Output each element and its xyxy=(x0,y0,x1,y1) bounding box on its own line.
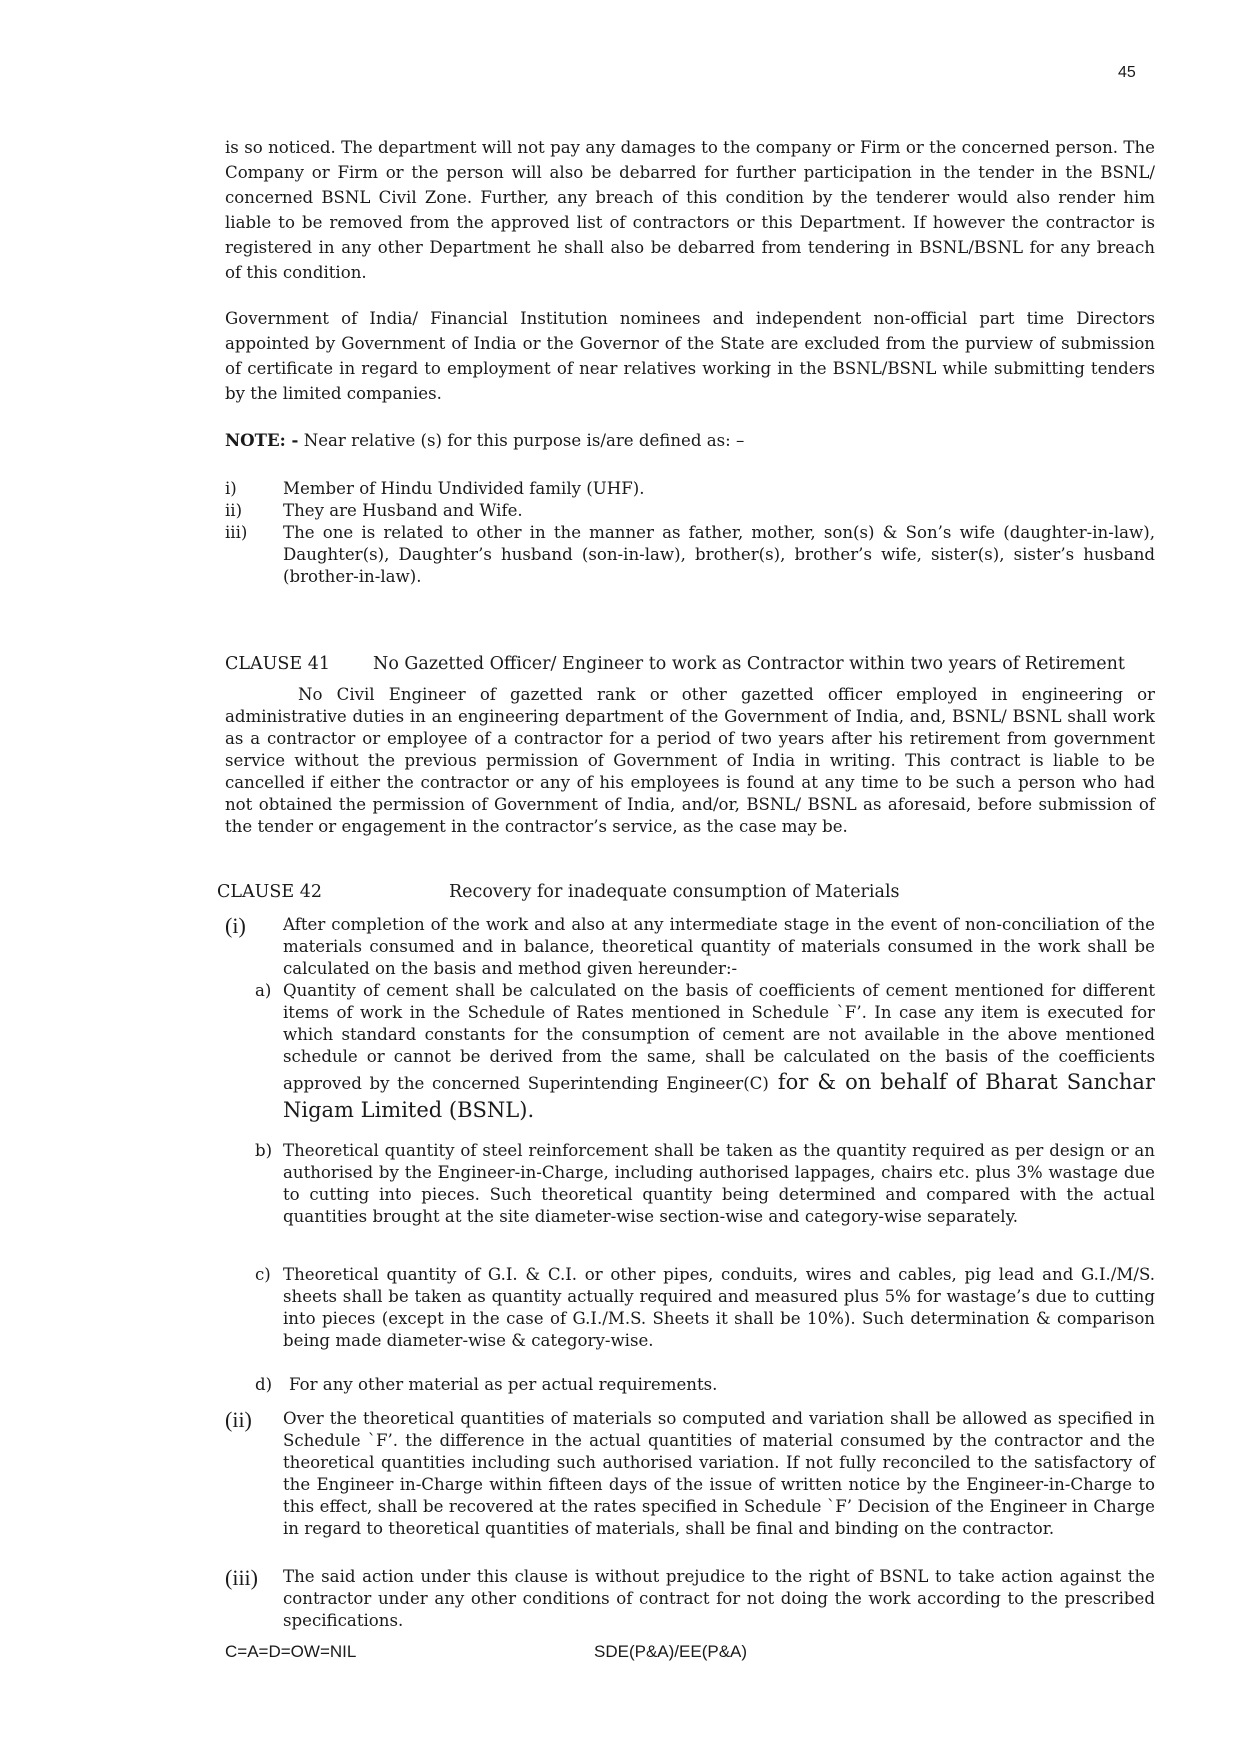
item-ii-text: Over the theoretical quantities of materials so computed and variation shall be allowed as specified in Schedule `F’. the difference in the actual quantities of material consumed by the contractor and the theoretical quantities including such authorised variation. If not fully reconciled to the satisfactory of the Engineer in-Charge within fifteen days of the issue of written notice by the Engineer-in-Charge to this effect, shall be recovered at the rates specified in Schedule `F’ Decision of the Engineer in Charge in regard to theoretical quantities of materials, shall be final and binding on the contractor. xyxy=(283,1409,1155,1538)
clause-42-heading xyxy=(217,880,900,904)
item-i-text: After completion of the work and also at any intermediate stage in the event of non-conciliation of the materials consumed and in balance, theoretical quantity of materials consumed in the work shall be calculated on the basis and method given hereunder:- xyxy=(283,915,1155,978)
intro-paragraph-2: Government of India/ Financial Institution nominees and independent non-official part time Directors appointed by Government of India or the Governor of the State are excluded from the purview of submission of certificate in regard to employment of near relatives working in the BSNL/BSNL while submitting tenders by the limited companies. xyxy=(225,309,1155,403)
item-i-marker: (i) xyxy=(225,913,246,938)
item-iii-text: The said action under this clause is without prejudice to the right of BSNL to take action against the contractor under any other conditions of contract for not doing the work according to the prescribed specifications. xyxy=(283,1567,1155,1630)
subitem-b-text: Theoretical quantity of steel reinforcement shall be taken as the quantity required as per design or an authorised by the Engineer-in-Charge, including authorised lappages, chairs etc. plus 3% wastage due to cutting into pieces. Such theoretical quantity being determined and compared with the actual quantities brought at the site diameter-wise section-wise and category-wise separately. xyxy=(283,1141,1155,1226)
list-marker: ii) xyxy=(225,501,243,520)
subitem-c-marker: c) xyxy=(255,1265,271,1284)
clause-41-title: No Gazetted Officer/ Engineer to work as Contractor within two years of Retirement xyxy=(373,654,1125,674)
subitem-c-text: Theoretical quantity of G.I. & C.I. or other pipes, conduits, wires and cables, pig lead and G.I./M/S. sheets shall be taken as quantity actually required and measured plus 5% for wastage’s due to cutting into pieces (except in the case of G.I./M.S. Sheets it shall be 10%). Such determination & comparison being made diameter-wise & category-wise. xyxy=(283,1265,1155,1350)
list-marker: iii) xyxy=(225,523,248,542)
clause-42-number: CLAUSE 42 xyxy=(217,882,322,902)
clause-41-heading xyxy=(225,652,1125,676)
clause-41-body: No Civil Engineer of gazetted rank or other gazetted officer employed in engineering or administrative duties in an engineering department of the Government of India, and, BSNL/ BSNL shall work as a contractor or employee of a contractor for a period of two years after his retirement from government service without the previous permission of Government of India in writing. This contract is liable to be cancelled if either the contractor or any of his employees is found at any time to be such a person who had not obtained the permission of Government of India, and/or, BSNL/ BSNL as aforesaid, before submission of the tender or engagement in the contractor’s service, as the case may be. xyxy=(225,685,1155,836)
subitem-a-body: Quantity of cement shall be calculated on the basis of coefficients of cement mentioned for different items of work in the Schedule of Rates mentioned in Schedule `F’. In case any item is executed for which standard constants for the consumption of cement are not available in the above mentioned schedule or cannot be derived from the same, shall be calculated on the basis of the coefficients approved by the concerned Superintending Engineer(C) xyxy=(283,981,1155,1093)
item-ii-marker: (ii) xyxy=(225,1407,252,1432)
subitem-a-marker: a) xyxy=(255,981,272,1000)
clause-41-number: CLAUSE 41 xyxy=(225,654,330,674)
list-marker: i) xyxy=(225,479,237,498)
subitem-d-text: For any other material as per actual requirements. xyxy=(289,1375,718,1394)
relatives-list xyxy=(225,478,1155,588)
list-item xyxy=(225,500,1155,522)
subitem-d-marker: d) xyxy=(255,1375,273,1394)
footer-center: SDE(P&A)/EE(P&A) xyxy=(594,1642,748,1661)
item-iii-marker: (iii) xyxy=(225,1565,258,1590)
clause-42-title: Recovery for inadequate consumption of Materials xyxy=(449,882,900,902)
subitem-a-body-large: for & on behalf of Bharat Sanchar Nigam Limited (BSNL). xyxy=(283,1070,1155,1122)
list-text: The one is related to other in the manner as father, mother, son(s) & Son’s wife (daughter-in-law), Daughter(s), Daughter’s husband (son-in-law), brother(s), brother’s wife, sister(s), sister’s husband (brother-in-law). xyxy=(283,523,1155,586)
list-item xyxy=(225,478,1155,500)
footer-left: C=A=D=OW=NIL xyxy=(225,1642,357,1661)
note-line xyxy=(225,428,1155,453)
note-label: NOTE: - xyxy=(225,430,299,450)
subitem-b-marker: b) xyxy=(255,1141,273,1160)
list-text: They are Husband and Wife. xyxy=(283,501,523,520)
intro-paragraph-1: is so noticed. The department will not pay any damages to the company or Firm or the concerned person. The Company or Firm or the person will also be debarred for further participation in the tender in the BSNL/ concerned BSNL Civil Zone. Further, any breach of this condition by the tenderer would also render him liable to be removed from the approved list of contractors or this Department. If however the contractor is registered in any other Department he shall also be debarred from tendering in BSNL/BSNL for any breach of this condition. xyxy=(225,138,1155,282)
list-item xyxy=(225,522,1155,588)
note-text: Near relative (s) for this purpose is/are defined as: – xyxy=(298,431,745,450)
subitem-a-text xyxy=(283,980,1155,1124)
page-number: 45 xyxy=(1118,64,1136,81)
list-text: Member of Hindu Undivided family (UHF). xyxy=(283,479,645,498)
